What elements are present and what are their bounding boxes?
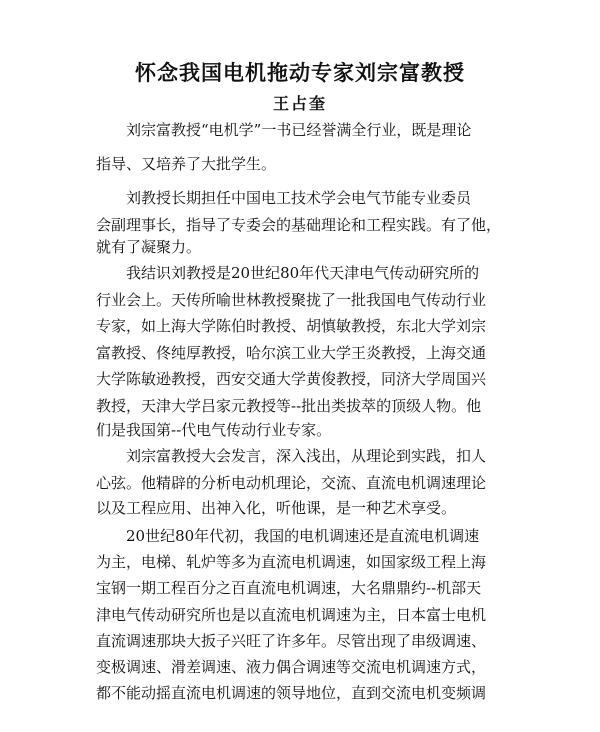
text-line: 行业会上。天传所喻世林教授聚拢了一批我国电气传动行业 bbox=[96, 291, 487, 309]
text-line: 刘宗富教授大会发言，深入浅出，从理论到实践，扣人 bbox=[126, 447, 487, 465]
text-line: 会副理事长，指导了专委会的基础理论和工程实践。有了他， bbox=[96, 216, 502, 234]
text-line: 20世纪80年代初，我国的电机调速还是直流电机调速 bbox=[126, 527, 480, 545]
text-line: 为主，电梯、轧炉等多为直流电机调速，如国家级工程上海 bbox=[96, 553, 487, 571]
text-line: 宝钢一期工程百分之百直流电机调速，大名鼎鼎约--机部天 bbox=[96, 579, 482, 597]
text-line: 富教授、佟纯厚教授，哈尔滨工业大学王炎教授，上海交通 bbox=[96, 344, 487, 362]
text-line: 就有了凝聚力。 bbox=[96, 238, 202, 256]
text-line: 我结识刘教授是20世纪80年代天津电气传动研究所的 bbox=[126, 264, 480, 282]
text-line: 津电气传动研究所也是以直流电机调速为主，日本富士电机 bbox=[96, 606, 487, 624]
text-line: 大学陈敏逊教授，西安交通大学黄俊教授，同济大学周国兴 bbox=[96, 370, 487, 388]
text-line: 都不能动摇直流电机调速的领导地位，直到交流电机变频调 bbox=[96, 684, 487, 702]
text-line: 心弦。他精辟的分析电动机理论，交流、直流电机调速理论 bbox=[96, 474, 487, 492]
text-line: 以及工程应用、出神入化，听他课，是一种艺术享受。 bbox=[96, 499, 457, 517]
text-line: 指导、又培养了大批学生。 bbox=[96, 155, 277, 173]
article-title: 怀念我国电机拖动专家刘宗富教授 bbox=[135, 60, 465, 85]
text-line: 们是我国第--代电气传动行业专家。 bbox=[96, 421, 332, 439]
text-line: 直流调速那块大扳子兴旺了许多年。尽管出现了串级调速、 bbox=[96, 632, 487, 650]
text-line: 专家，如上海大学陈伯时教授、胡慎敏教授，东北大学刘宗 bbox=[96, 317, 487, 335]
text-line: 教授，天津大学吕家元教授等--批出类拔萃的顶级人物。他 bbox=[96, 397, 482, 415]
text-line: 刘教授长期担任中国电工技术学会电气节能专业委员 bbox=[126, 189, 472, 207]
text-line: 刘宗富教授“电机学”一书已经誉满全行业，既是理论 bbox=[126, 121, 472, 139]
text-line: 变极调速、滑差调速、液力偶合调速等交流电机调速方式， bbox=[96, 658, 487, 676]
article-author: 王占奎 bbox=[272, 94, 327, 113]
